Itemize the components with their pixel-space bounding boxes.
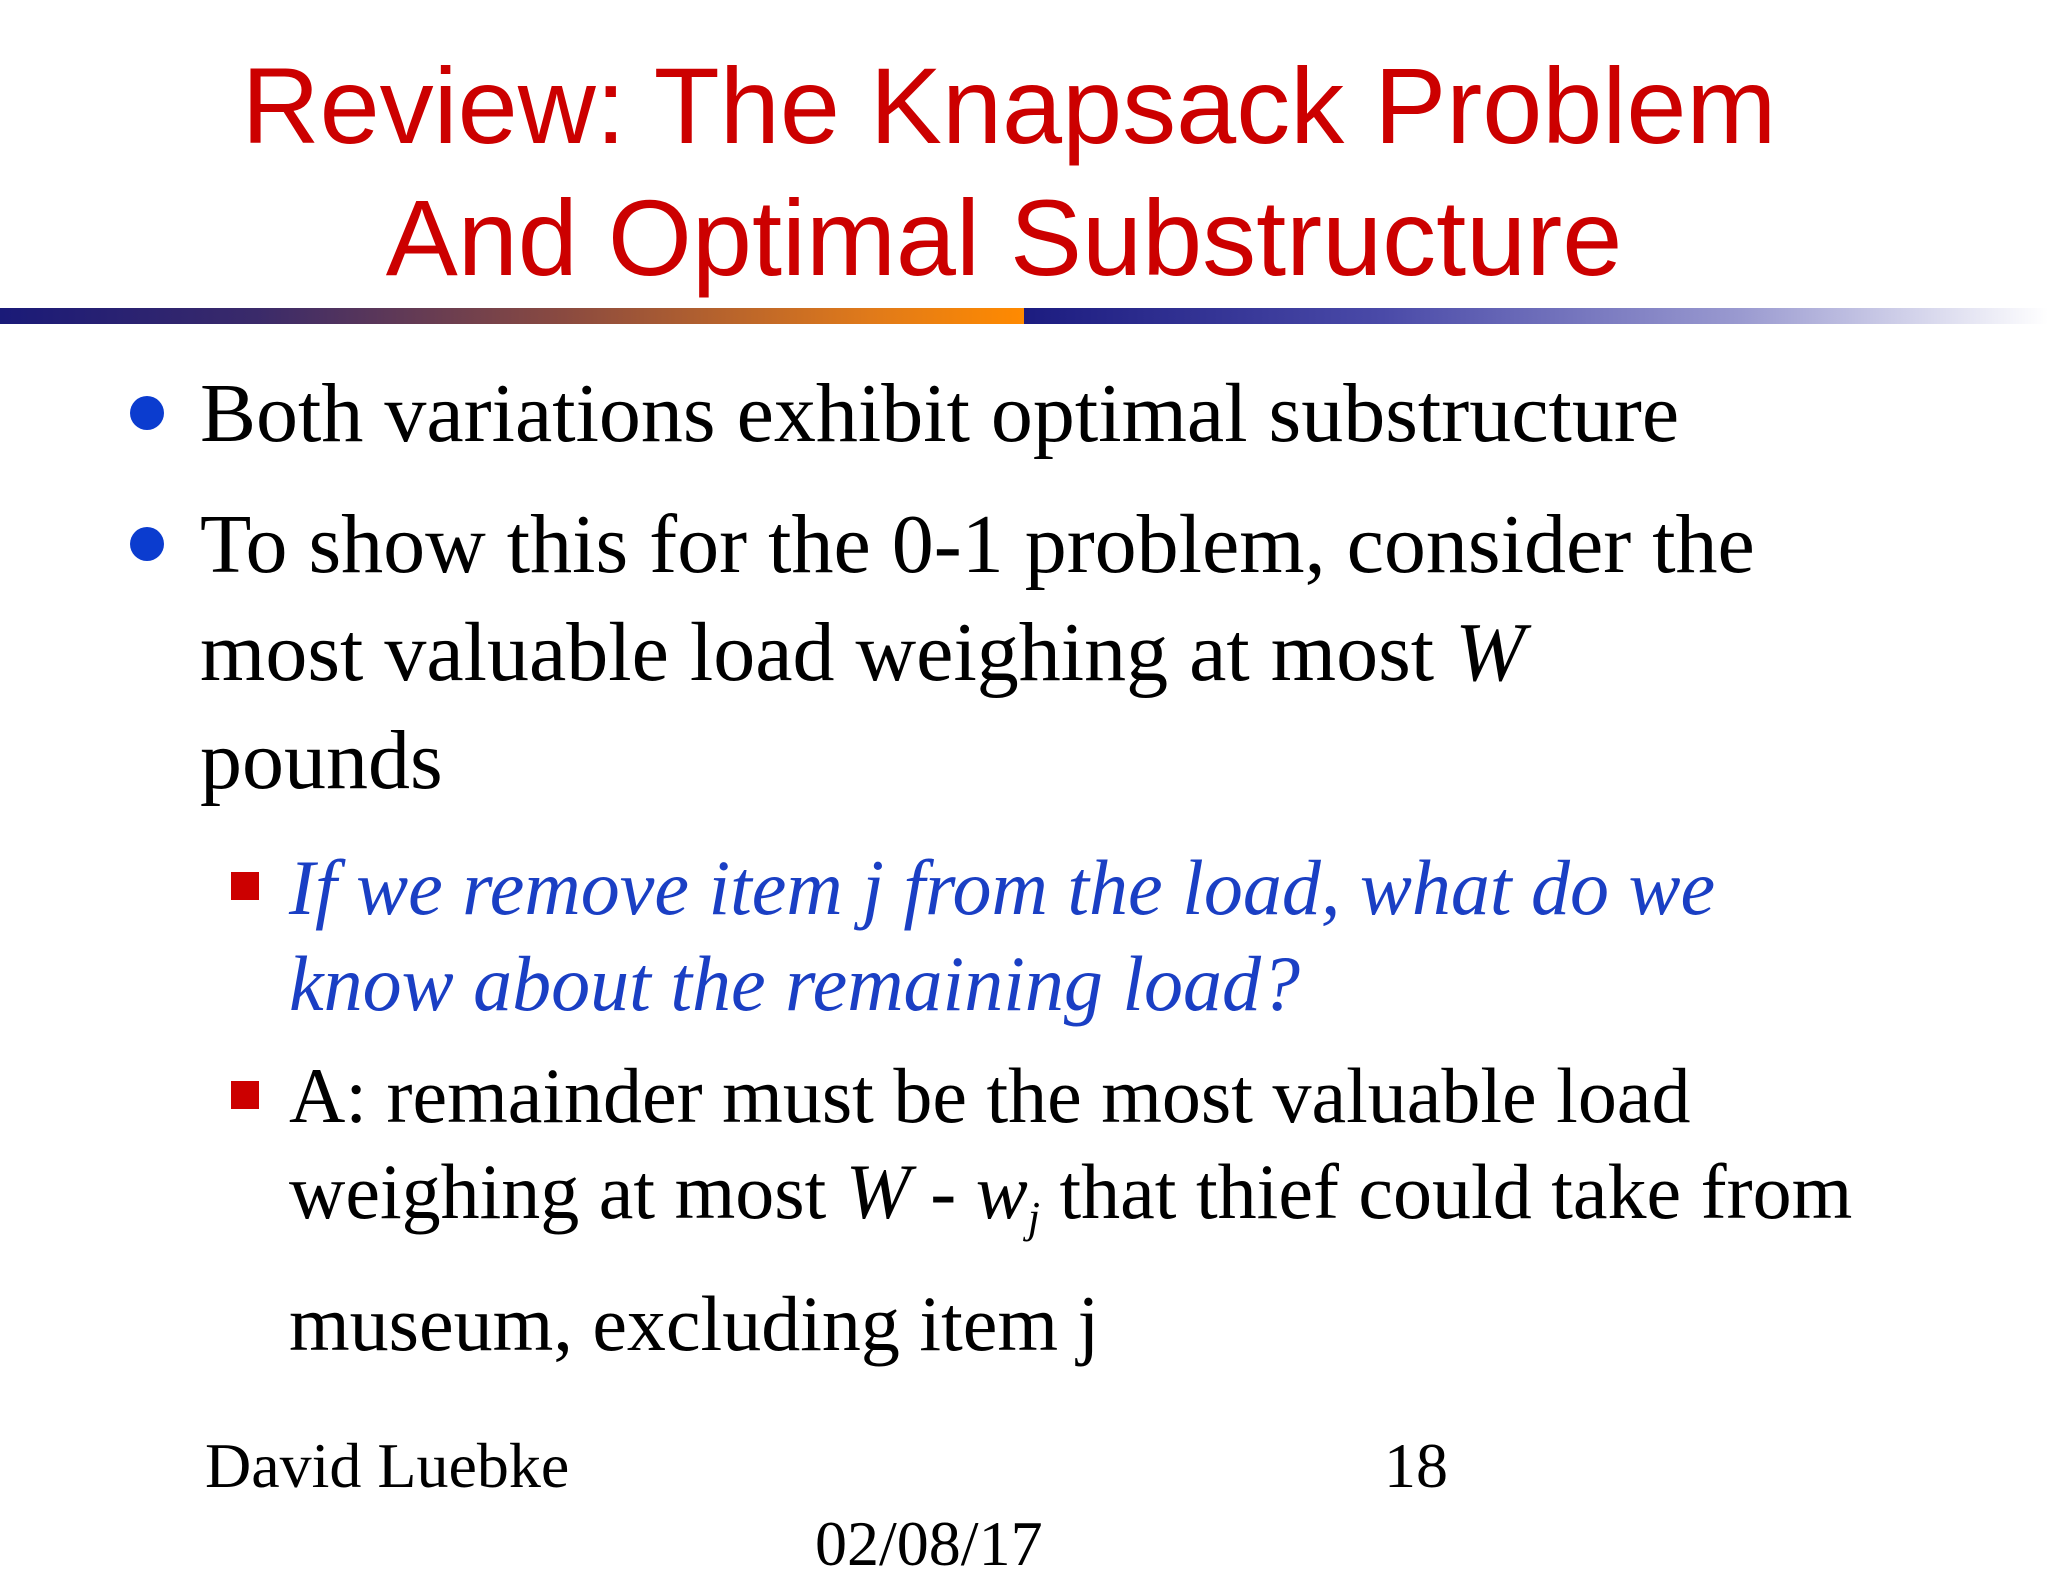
- answer-line-3: museum, excluding item j: [289, 1280, 1100, 1367]
- bullet-2-line-1: To show this for the 0-1 problem, consider the: [200, 498, 1755, 591]
- footer-page-number: 18: [1384, 1430, 1448, 1501]
- bullet-2-line-3: pounds: [200, 714, 443, 807]
- title-line-1: Review: The Knapsack Problem: [241, 45, 1777, 166]
- footer-date: 02/08/17: [815, 1508, 1043, 1579]
- variable-W: W: [1455, 606, 1526, 699]
- title-divider-right: [1024, 308, 2048, 324]
- title-divider-left: [0, 308, 1024, 324]
- answer-line-2: [289, 1144, 1929, 1266]
- answer-line-1: A: remainder must be the most valuable load: [289, 1052, 1691, 1139]
- bullet-1: [200, 360, 1920, 468]
- answer-line-2-prefix: weighing at most: [289, 1148, 846, 1235]
- bullet-2-line-2: [200, 599, 1920, 707]
- variable-w: w: [975, 1148, 1028, 1235]
- bullet-2-line-2-text: most valuable load weighing at most: [200, 606, 1456, 699]
- bullet-dot-icon: [130, 396, 164, 430]
- answer-line-2-suffix: that thief could take from: [1040, 1148, 1853, 1235]
- variable-W: W: [845, 1148, 911, 1235]
- sub-bullet-answer: [289, 1048, 1929, 1372]
- question-line-1: If we remove item j from the load, what do we: [289, 844, 1716, 931]
- minus-sign: -: [910, 1148, 976, 1235]
- sub-bullet-question: [289, 840, 1929, 1032]
- question-line-2: know about the remaining load?: [289, 940, 1301, 1027]
- sub-bullet-square-icon: [231, 872, 259, 900]
- subscript-j: j: [1027, 1193, 1041, 1242]
- title-line-2: And Optimal Substructure: [385, 177, 1623, 298]
- sub-bullet-square-icon: [231, 1081, 259, 1109]
- bullet-2: [200, 491, 1920, 815]
- bullet-dot-icon: [130, 527, 164, 561]
- slide-title: [0, 40, 2048, 304]
- bullet-1-text: Both variations exhibit optimal substructure: [200, 367, 1680, 460]
- footer-author: David Luebke: [205, 1430, 570, 1501]
